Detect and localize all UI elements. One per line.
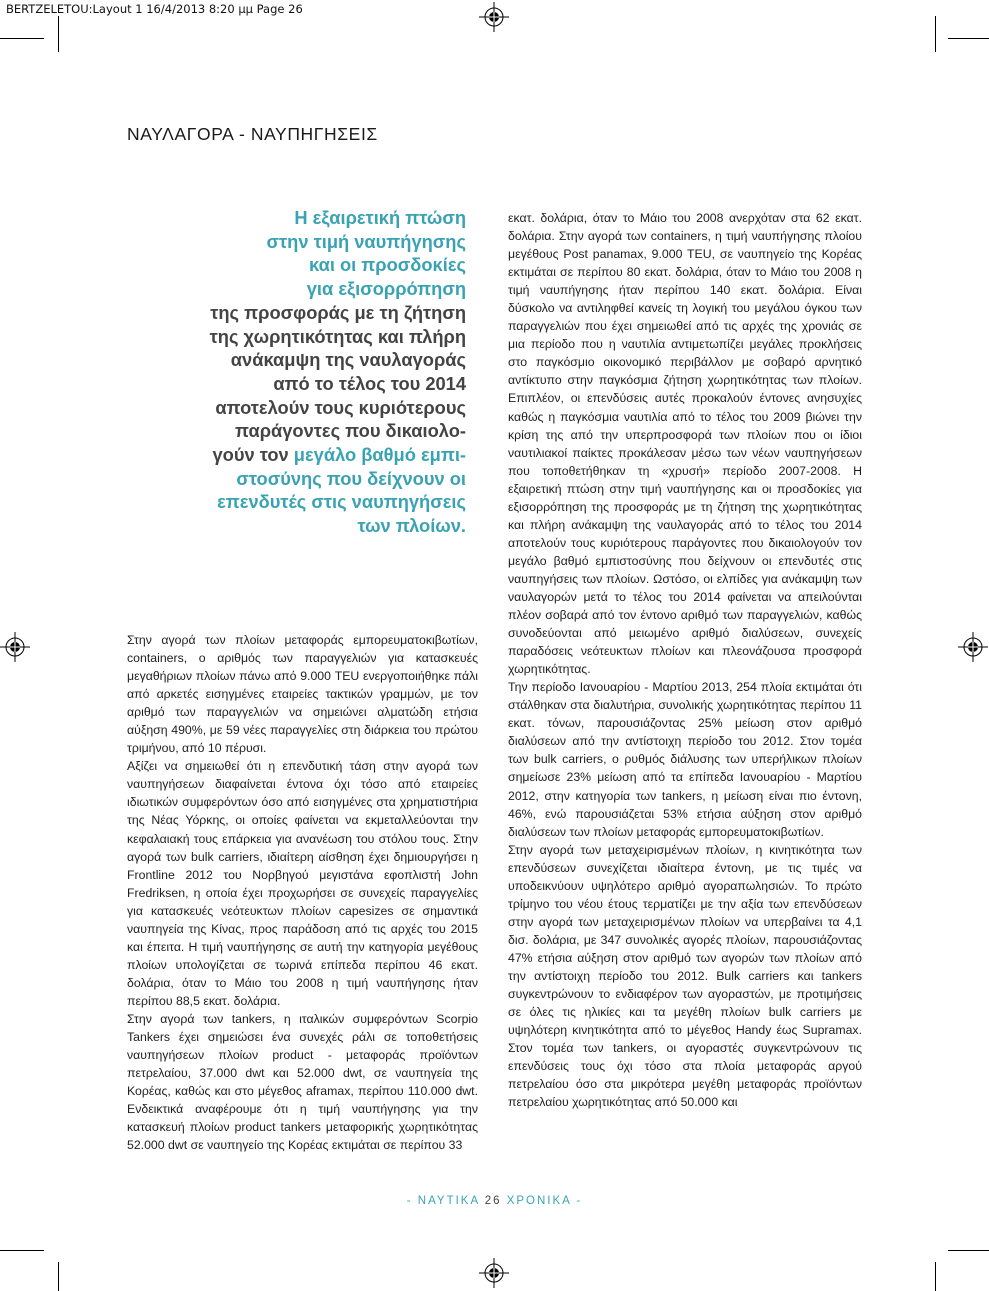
- body-paragraph: Στην αγορά των tankers, η ιταλικών συμφερόντων Scorpio Tankers έχει σημειώσει ένα συνεχές ράλι σε τοποθετήσεις ναυπηγήσεων πλοίων product - μεταφοράς προϊόντων πετρελαίου, 37.000 dwt και 52.000 dwt, σε ναυπηγεία της Κορέας, καθώς και στο μέγεθος aframax, περίπου 110.000 dwt. Ενδεικτικά αναφέρουμε ότι η τιμή ναυπήγησης για την κατασκευή πλοίων product tankers μεταφορικής χωρητικότητας 52.000 dwt σε ναυπηγείο της Κορέας εκτιμάται σε περίπου 33: [127, 1011, 478, 1153]
- pull-quote: [150, 206, 466, 538]
- registration-mark-icon: [479, 2, 509, 32]
- print-slug: BERTZELETOU:Layout 1 16/4/2013 8:20 μμ Page 26: [6, 2, 303, 16]
- page-number: 26: [484, 1195, 502, 1207]
- body-paragraph: Στην αγορά των μεταχειρισμένων πλοίων, η κινητικότητα των επενδύσεων συνεχίζεται ιδιαίτερα έντονη, με τις τιμές να υποδεικνύουν υψηλότερο αριθμό αγοραπωλησιών. Το πρώτο τρίμηνο του νέου έτους τερματίζει με την αξία των επενδύσεων στην αγορά των μεταχειρισμένων πλοίων να υπερβαίνει τα 4,1 δισ. δολάρια, με 347 συνολικές αγορές πλοίων, παρουσιάζοντας 47% ετήσια αύξηση στον αριθμό των αγορών των πλοίων από την αντίστοιχη περίοδο του 2012. Bulk carriers και tankers συγκεντρώνουν το ενδιαφέρον των αγοραστών, με προτιμήσεις σε όλες τις ηλικίες και τα μεγέθη πλοίων bulk carriers με υψηλότερη κινητικότητα από το μέγεθος Handy έως Supramax. Στον τομέα των tankers, οι αγοραστές συγκεντρώνουν τις επενδύσεις τους όχι τόσο στα πλοία μεταφοράς αργού πετρελαίου όσο στα μικρότερα μεγέθη μεταφοράς προϊόντων πετρελαίου χωρητικότητας από 50.000 και: [508, 842, 862, 1110]
- pull-quote-line: [150, 443, 466, 467]
- pull-quote-line: στοσύνης που δείχνουν οι: [236, 467, 466, 489]
- pull-quote-line: και οι προσδοκίες: [309, 254, 466, 276]
- registration-mark-icon: [479, 1258, 509, 1288]
- pull-quote-line: της προσφοράς με τη ζήτηση: [210, 301, 466, 323]
- body-paragraph: Την περίοδο Ιανουαρίου - Μαρτίου 2013, 254 πλοία εκτιμάται ότι στάλθηκαν στα διαλυτήρια, συνολικής χωρητικότητας περίπου 11 εκατ. τόνων, παρουσιάζοντας 25% μείωση στον αριθμό διαλύσεων από την αντίστοιχη περίοδο του 2012. Στον τομέα των bulk carriers, ο ρυθμός διάλυσης των υπερήλικων πλοίων σημείωσε 23% μείωση από τα επίπεδα Ιανουαρίου - Μαρτίου 2012, στην κατηγορία των tankers, η μείωση είναι πιο έντονη, 46%, ενώ παρουσιάζεται 53% ετήσια αύξηση στον αριθμό διαλύσεων των πλοίων μεταφοράς εμπορευματοκιβωτίων.: [508, 680, 862, 839]
- article-column-right: [508, 209, 862, 1111]
- pull-quote-highlight: μεγάλο βαθμό εμπι-: [293, 444, 466, 466]
- pull-quote-line: των πλοίων.: [357, 515, 466, 537]
- pull-quote-line: στην τιμή ναυπήγησης: [266, 230, 466, 252]
- folio-prefix: - ΝΑΥΤΙΚΑ: [406, 1195, 485, 1207]
- crop-mark-top-left-v: [58, 16, 59, 52]
- pull-quote-line: Η εξαιρετική πτώση: [294, 207, 466, 228]
- section-title: ΝΑΥΛΑΓΟΡΑ - ΝΑΥΠΗΓΗΣΕΙΣ: [127, 124, 378, 144]
- crop-mark-bottom-right-v: [935, 1262, 936, 1291]
- pull-quote-line: της χωρητικότητας και πλήρη: [209, 325, 466, 347]
- crop-mark-top-right-h: [948, 38, 989, 39]
- body-paragraph: Στην αγορά των πλοίων μεταφοράς εμπορευματοκιβωτίων, containers, ο αριθμός των παραγγελιών για κατασκευές μεγαθήριων πλοίων πάνω από 9.000 TEU ενεργοποιήθηκε πάλι από αρκετές εισηγμένες εταιρείες τακτικών γραμμών, με τον αριθμό των παραγγελιών να σημειώνει αλματώδη ετήσια αύξηση 490%, με 59 νέες παραγγελίες στη διάρκεια του πρώτου τριμήνου, από 10 πέρυσι.: [127, 633, 478, 756]
- crop-mark-bottom-left-v: [58, 1262, 59, 1291]
- crop-mark-bottom-right-h: [948, 1250, 989, 1251]
- pull-quote-line: παράγοντες που δικαιολο-: [234, 420, 466, 442]
- pull-quote-line: από το τέλος του 2014: [273, 372, 466, 394]
- crop-mark-bottom-left-h: [0, 1250, 44, 1251]
- crop-mark-top-left-h: [0, 38, 44, 39]
- pull-quote-line: ανάκαμψη της ναυλαγοράς: [230, 349, 466, 371]
- body-paragraph: εκατ. δολάρια, όταν το Μάιο του 2008 ανερχόταν στα 62 εκατ. δολάρια. Στην αγορά των containers, η τιμή ναυπήγησης πλοίου μεγέθους Post panamax, 9.000 TEU, σε ναυπηγείο της Κορέας εκτιμάται σε περίπου 80 εκατ. δολάρια, όταν το Μάιο του 2008 η τιμή ναυπήγησης ήταν περίπου 140 εκατ. δολάρια. Είναι δύσκολο να αντιληφθεί κανείς τη λογική του μεγάλου όγκου των παραγγελιών που έχει σημειωθεί από τις αρχές της χρονιάς σε μια περίοδο που η ναυτιλία αντιμετωπίζει μεγάλες προκλήσεις στο παγκόσμιο οικονομικό περιβάλλον με σοβαρό αρνητικό αντίκτυπο στην παγκόσμια ζήτηση χωρητικότητας των πλοίων. Επιπλέον, οι επενδύσεις αυτές προκαλούν έντονες ανησυχίες καθώς η παγκόσμια ναυτιλία από το τέλος του 2009 βιώνει την κρίση της από την υπερπροσφορά των πλοίων που οι ίδιοι ναυτιλιακοί παίκτες προκάλεσαν μέσω των νέων ναυπηγήσεων που τοποθετήθηκαν τη «χρυσή» περίοδο 2007-2008. Η εξαιρετική πτώση στην τιμή ναυπήγησης και οι προσδοκίες για εξισορρόπηση της προσφοράς με τη ζήτηση της χωρητικότητας και πλήρη ανάκαμψη της ναυλαγοράς από το τέλος του 2014 αποτελούν τους κυριότερους παράγοντες που δικαιολογούν τον μεγάλο βαθμό εμπιστοσύνης που δείχνουν οι επενδυτές στις ναυπηγήσεις των πλοίων. Ωστόσο, οι ελπίδες για ανάκαμψη των ναυλαγορών μετά το τέλος του 2014 φαίνεται να απειλούνται πλέον σοβαρά από τον έντονο αριθμό των παραγγελιών, καθώς συνοδεύονται από μειωμένο αριθμό διαλύσεων, συνεχείς παραδόσεις νεότευκτων πλοίων και πλεονάζουσα προσφορά χωρητικότητας.: [508, 211, 862, 677]
- registration-mark-icon: [0, 632, 30, 662]
- article-column-left: [127, 631, 478, 1154]
- registration-mark-icon: [958, 632, 988, 662]
- pull-quote-line: επενδυτές στις ναυπηγήσεις: [217, 491, 466, 513]
- body-paragraph: Αξίζει να σημειωθεί ότι η επενδυτική τάση στην αγορά των ναυπηγήσεων διαφαίνεται έντονα όχι τόσο από εταιρείες ιδιωτικών συμφερόντων όσο από εισηγμένες στα χρηματιστήρια της Νέας Υόρκης, οι οποίες φαίνεται να εκμεταλλεύονται την κεφαλαιακή τους επάρκεια για ανανέωση του στόλου τους. Στην αγορά των bulk carriers, ιδιαίτερη αίσθηση έχει δημιουργήσει η Frontline 2012 του Νορβηγού μεγιστάνα εφοπλιστή John Fredriksen, η οποία έχει προχωρήσει σε συνεχείς παραγγελίες για κατασκευές νεότευκτων πλοίων capesizes σε σημαντικά ναυπηγεία της Κίνας, προς παράδοση από τις αρχές του 2015 και έπειτα. Η τιμή ναυπήγησης σε αυτή την κατηγορία μεγέθους πλοίων υπολογίζεται σε τωρινά επίπεδα περίπου 46 εκατ. δολάρια, όταν το Μάιο του 2008 η τιμή ναυπήγησης ήταν περίπου 88,5 εκατ. δολάρια.: [127, 759, 478, 1008]
- pull-quote-line: για εξισορρόπηση: [306, 278, 466, 300]
- crop-mark-top-right-v: [935, 16, 936, 52]
- folio-suffix: ΧΡΟΝΙΚΑ -: [501, 1195, 583, 1207]
- page-folio: [0, 1195, 989, 1207]
- pull-quote-line: αποτελούν τους κυριότερους: [215, 396, 466, 418]
- pull-quote-text: γούν τον: [212, 444, 294, 466]
